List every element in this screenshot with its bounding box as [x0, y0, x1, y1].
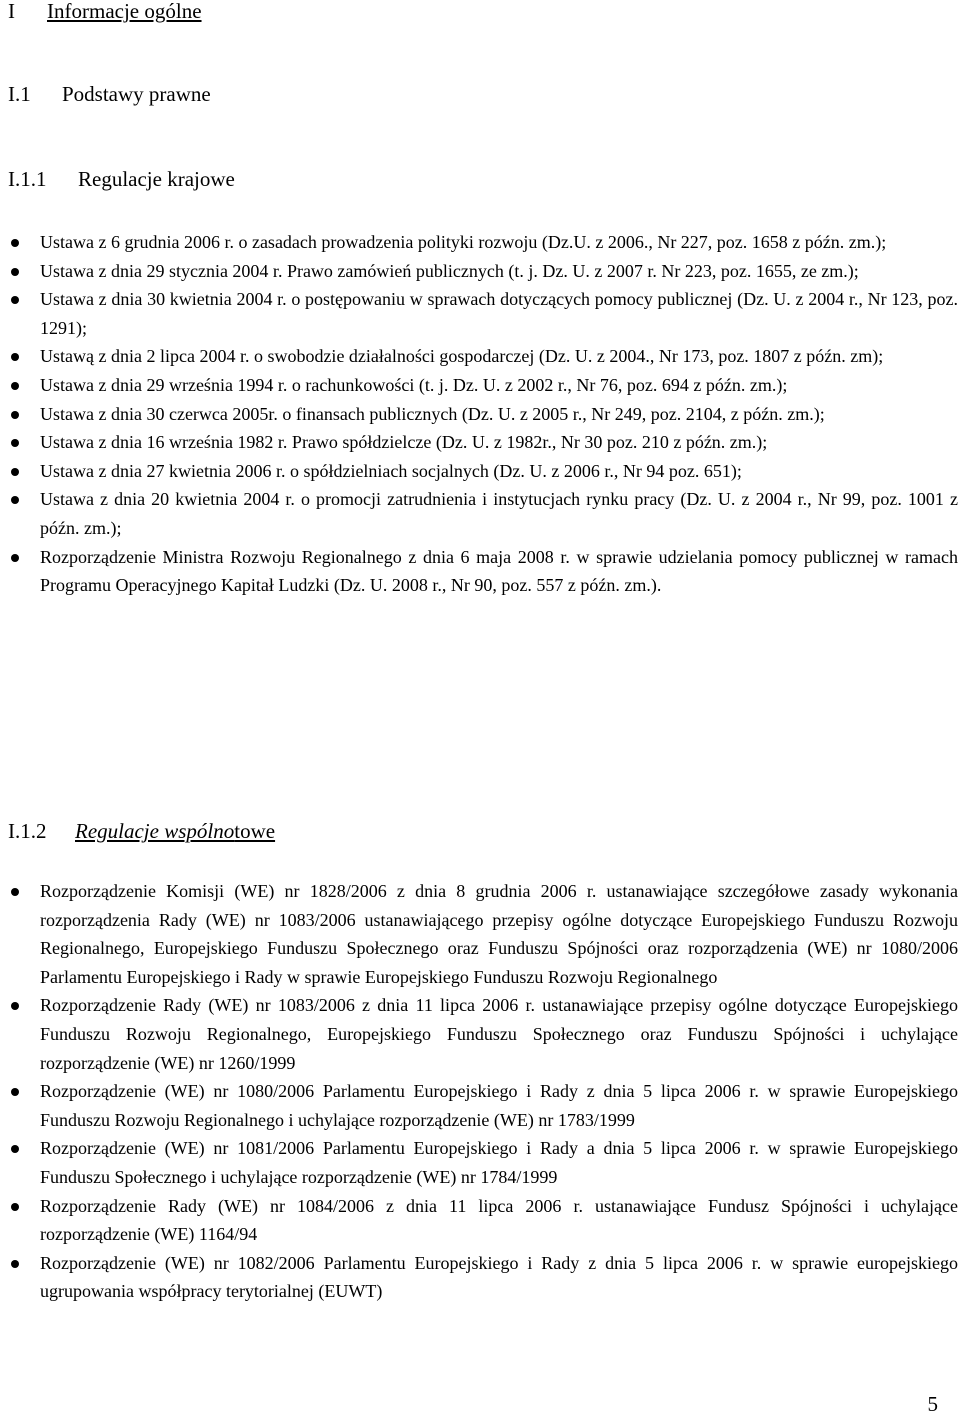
- bullet-icon: [11, 1002, 19, 1010]
- bullet-icon: [11, 1260, 19, 1268]
- list-item: [0, 1249, 958, 1306]
- section-heading-1-1: [8, 82, 211, 106]
- regulation-text: Ustawa z dnia 20 kwietnia 2004 r. o promocji zatrudnienia i instytucjach rynku pracy (Dz. U. z 2004 r., Nr 99, poz. 1001 z późn. zm.);: [40, 489, 958, 538]
- section-number: I.1: [8, 82, 31, 106]
- list-item: [0, 1192, 958, 1249]
- regulation-text: Rozporządzenie (WE) nr 1082/2006 Parlamentu Europejskiego i Rady z dnia 5 lipca 2006 r. w sprawie europejskiego ugrupowania współpracy terytorialnej (EUWT): [40, 1252, 958, 1302]
- regulation-text: Ustawa z 6 grudnia 2006 r. o zasadach prowadzenia polityki rozwoju (Dz.U. z 2006., Nr 227, poz. 1658 z późn. zm.);: [40, 232, 887, 252]
- list-item: [0, 877, 958, 991]
- section-heading-1: [8, 0, 202, 23]
- community-regulations-list: [0, 877, 960, 1306]
- page-number: 5: [927, 1392, 938, 1416]
- bullet-icon: [11, 468, 19, 476]
- list-item: [0, 257, 958, 286]
- section-title: Regulacje wspólno: [75, 819, 235, 843]
- list-item: [0, 543, 958, 600]
- regulation-text: Ustawa z dnia 29 września 1994 r. o rachunkowości (t. j. Dz. U. z 2002 r., Nr 76, poz. 694 z późn. zm.);: [40, 374, 788, 395]
- list-item: [0, 371, 958, 400]
- regulation-text: Rozporządzenie Ministra Rozwoju Regionalnego z dnia 6 maja 2008 r. w sprawie udzielania pomocy publicznej w ramach Programu Operacyjnego Kapitał Ludzki (Dz. U. 2008 r., Nr 90, poz. 557 z późn. zm.).: [40, 546, 958, 596]
- list-item: [0, 457, 958, 486]
- regulation-text: Rozporządzenie (WE) nr 1081/2006 Parlamentu Europejskiego i Rady a dnia 5 lipca 2006 r. w sprawie Europejskiego Funduszu Społecznego i uchylające rozporządzenie (WE) nr 1784/1999: [40, 1138, 958, 1187]
- list-item: [0, 228, 958, 257]
- bullet-icon: [11, 1203, 19, 1211]
- section-number: I: [8, 0, 15, 23]
- bullet-icon: [11, 411, 19, 419]
- bullet-icon: [11, 1088, 19, 1096]
- regulation-text: Ustawa z dnia 29 stycznia 2004 r. Prawo zamówień publicznych (t. j. Dz. U. z 2007 r. Nr 223, poz. 1655, ze zm.);: [40, 260, 859, 281]
- bullet-icon: [11, 268, 19, 276]
- bullet-icon: [11, 888, 19, 896]
- list-item: [0, 342, 958, 371]
- bullet-icon: [11, 496, 19, 504]
- section-heading-1-1-2: [8, 819, 275, 843]
- bullet-icon: [11, 353, 19, 361]
- section-title-suffix: towe: [234, 819, 276, 843]
- list-item: [0, 485, 958, 542]
- section-title: Podstawy prawne: [62, 82, 211, 106]
- regulation-text: Ustawa z dnia 16 września 1982 r. Prawo spółdzielcze (Dz. U. z 1982r., Nr 30 poz. 210 z późn. zm.);: [40, 432, 768, 453]
- national-regulations-list: [0, 228, 960, 600]
- regulation-text: Ustawą z dnia 2 lipca 2004 r. o swobodzie działalności gospodarczej (Dz. U. z 2004., Nr 173, poz. 1807 z późn. zm);: [40, 346, 884, 367]
- regulation-text: Ustawa z dnia 30 kwietnia 2004 r. o postępowaniu w sprawach dotyczących pomocy publicznej (Dz. U. z 2004 r., Nr 123, poz. 1291);: [40, 289, 958, 338]
- regulation-text: Ustawa z dnia 27 kwietnia 2006 r. o spółdzielniach socjalnych (Dz. U. z 2006 r., Nr 94 poz. 651);: [40, 460, 742, 481]
- list-item: [0, 991, 958, 1077]
- section-title: Regulacje krajowe: [78, 167, 235, 191]
- list-item: [0, 400, 958, 429]
- regulation-text: Rozporządzenie (WE) nr 1080/2006 Parlamentu Europejskiego i Rady z dnia 5 lipca 2006 r. w sprawie Europejskiego Funduszu Rozwoju Regionalnego i uchylające rozporządzenie (WE) nr 1783/1999: [40, 1081, 958, 1130]
- bullet-icon: [11, 296, 19, 304]
- bullet-icon: [11, 239, 19, 247]
- bullet-icon: [11, 554, 19, 562]
- section-title: Informacje ogólne: [47, 0, 202, 23]
- section-heading-1-1-1: [8, 167, 235, 191]
- regulation-text: Rozporządzenie Rady (WE) nr 1083/2006 z dnia 11 lipca 2006 r. ustanawiające przepisy ogólne dotyczące Europejskiego Funduszu Rozwoju Regionalnego, Europejskiego Funduszu Społecznego oraz Funduszu Spójności i uchylające rozporządzenie (WE) nr 1260/1999: [40, 995, 958, 1073]
- bullet-icon: [11, 382, 19, 390]
- regulation-text: Ustawa z dnia 30 czerwca 2005r. o finansach publicznych (Dz. U. z 2005 r., Nr 249, poz. 2104, z późn. zm.);: [40, 403, 825, 424]
- section-number: I.1.1: [8, 167, 47, 191]
- list-item: [0, 285, 958, 342]
- regulation-text: Rozporządzenie Rady (WE) nr 1084/2006 z dnia 11 lipca 2006 r. ustanawiające Fundusz Spójności i uchylające rozporządzenie (WE) 1164/94: [40, 1195, 958, 1245]
- regulation-text: Rozporządzenie Komisji (WE) nr 1828/2006 z dnia 8 grudnia 2006 r. ustanawiające szczegółowe zasady wykonania rozporządzenia Rady (WE) nr 1083/2006 ustanawiającego przepisy ogólne dotyczące Europejskiego Funduszu Rozwoju Regionalnego, Europejskiego Funduszu Społecznego oraz Funduszu Spójności oraz rozporządzenia (WE) nr 1080/2006 Parlamentu Europejskiego i Rady w sprawie Europejskiego Funduszu Rozwoju Regionalnego: [40, 881, 958, 987]
- list-item: [0, 1134, 958, 1191]
- section-number: I.1.2: [8, 819, 47, 843]
- bullet-icon: [11, 1145, 19, 1153]
- list-item: [0, 1077, 958, 1134]
- bullet-icon: [11, 439, 19, 447]
- list-item: [0, 428, 958, 457]
